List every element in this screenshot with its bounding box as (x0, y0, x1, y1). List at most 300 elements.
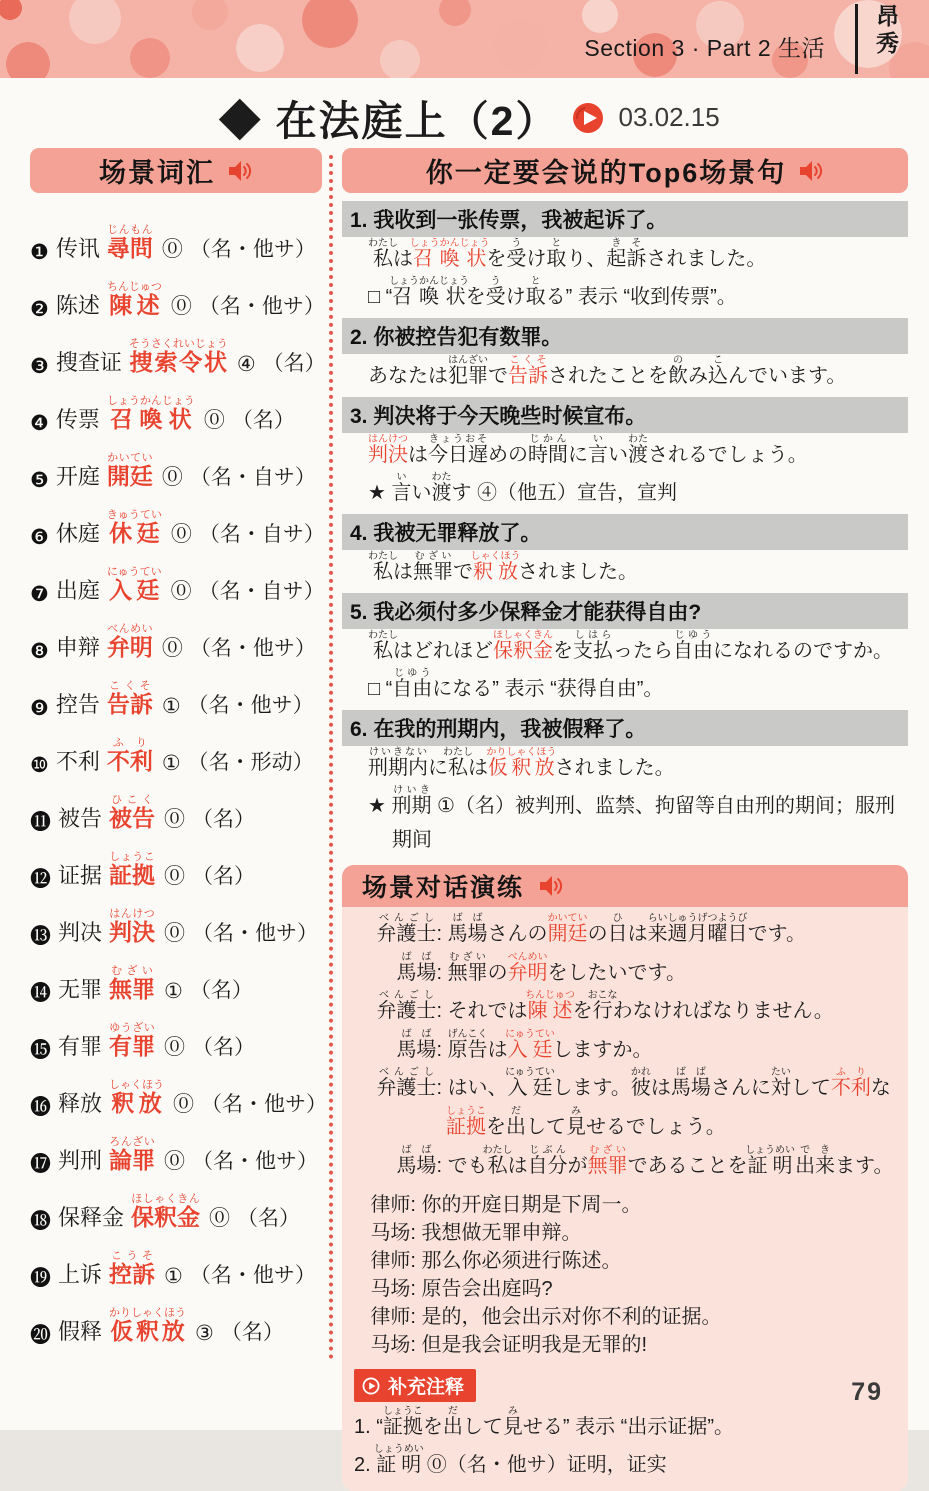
vocab-item (30, 263, 325, 321)
dialog-line-cn: 律师: 那么你必须进行陈述。 (354, 1247, 898, 1275)
vocab-number: ⓮ (30, 982, 51, 1005)
vocab-pitch-accent: ① (161, 695, 181, 718)
text-segment: け (526, 248, 547, 270)
speaker-icon (538, 873, 564, 899)
dialog-line-cn: 马场: 但是我会证明我是无罪的! (354, 1331, 898, 1359)
vocab-part-of-speech: （名・他サ） (201, 1093, 328, 1116)
vocab-number: ⓲ (30, 1210, 51, 1233)
dialog-speaker: 马场: (370, 1278, 416, 1301)
vocab-jp-ruby: 入廷にゅうてい (106, 566, 162, 603)
text-segment: 自由じゆう (673, 630, 713, 662)
text-segment: されました。 (554, 757, 675, 779)
text-segment: 来週月曜日らいしゅうげつようび (647, 913, 748, 945)
sentence-cn (342, 710, 908, 746)
vocab-jp-ruby: 仮釈放かりしゃくほう (109, 1307, 187, 1344)
title-row (0, 88, 929, 147)
text-segment: 3. 判决将于今天晚些时候宣布。 (350, 405, 647, 428)
text-segment: ます。 (835, 1154, 894, 1177)
vocab-jp-ruby: 控訴こうそ (109, 1250, 156, 1287)
text-segment: ①（名）被判刑、监禁、拘留等自由刑的期间；服刑期间 (392, 795, 895, 851)
dialog-line-cn: 马场: 原告会出庭吗? (354, 1275, 898, 1303)
text-segment: せる” 表示 “出示证据”。 (522, 1416, 734, 1439)
sentence-cn (342, 201, 908, 237)
text-segment: んでいます。 (728, 365, 847, 387)
dialog-line-jp (354, 1145, 898, 1184)
text-segment: 出だ (442, 1406, 463, 1439)
vocab-item (30, 833, 322, 890)
vocab-jp-ruby: 尋問じんもん (106, 224, 153, 261)
keyword-red: 不ふ (830, 1067, 851, 1100)
vocab-jp-word (107, 623, 153, 662)
vocab-pitch-accent: ① (164, 1265, 183, 1288)
vocab-jp-ruby: 無罪むざい (109, 965, 156, 1002)
text-segment: 日ひ (607, 913, 628, 945)
text-segment: で (488, 365, 508, 387)
text-segment: 渡わた (431, 472, 452, 504)
text-segment: さんに (710, 1077, 771, 1100)
dialog-cn-lines (342, 1183, 908, 1359)
vocab-list (30, 206, 328, 1347)
text-segment: す ④（他五）宣告，宣判 (451, 482, 678, 504)
vocab-jp-ruby: 弁明べんめい (106, 623, 153, 660)
text-segment: 証明しょうめい (373, 1443, 424, 1476)
column-divider (329, 155, 333, 1360)
text-segment: ったら (613, 640, 673, 662)
vocab-number: ❶ (30, 241, 49, 264)
vocab-part-of-speech: （名・他サ） (189, 1264, 316, 1287)
vocab-number: ⓯ (30, 1039, 51, 1062)
keyword-red: 陳述ちんじゅつ (525, 990, 576, 1023)
vocab-pitch-accent: ⓪ (170, 580, 192, 603)
dialog-header-label: 场景对话演练 (362, 874, 525, 902)
vocab-item (30, 605, 322, 662)
vocab-cn-word: 被告 (58, 806, 103, 831)
text-segment: 取と (546, 238, 567, 270)
vocab-part-of-speech: （名・自サ） (198, 523, 325, 546)
keyword-red: 開廷かいてい (547, 913, 588, 945)
page-title: ◆ 在法庭上（2） (219, 98, 559, 144)
vocab-part-of-speech: （名・他サ） (198, 295, 325, 318)
sentence-jp (368, 238, 908, 276)
sentence-item (342, 710, 908, 857)
vocab-jp-word (129, 338, 228, 377)
play-badge-icon (362, 1377, 380, 1395)
text-segment: はどれほど (393, 640, 493, 662)
text-segment: 刑期内けいきない (368, 747, 428, 779)
text-segment: しますか。 (552, 1038, 653, 1061)
vocab-part-of-speech: （名） (237, 1207, 301, 1230)
vocab-jp-word (107, 680, 153, 719)
sentence-item (342, 593, 908, 706)
text-segment: 時間じかん (528, 434, 568, 466)
vocab-jp-word (107, 566, 162, 605)
text-segment: ★ (368, 482, 392, 504)
vocab-jp-word (109, 1136, 155, 1175)
vocab-section (30, 148, 328, 1347)
dialog-line-jp (354, 952, 898, 991)
keyword-red: 召喚状しょうかんじょう (409, 238, 490, 270)
text-segment: □ “ (368, 678, 393, 700)
top6-header (342, 148, 908, 193)
vocab-cn-word: 休庭 (55, 521, 100, 546)
vocab-jp-word (109, 1307, 186, 1346)
text-segment: 2. 你被控告犯有数罪。 (350, 326, 563, 349)
audio-track-code: 03.02.15 (618, 102, 720, 132)
dialog-line-jp (354, 990, 898, 1029)
dialog-speaker: 马场: (370, 1334, 416, 1357)
dialog-line-jp (354, 1029, 898, 1068)
sentence-item (342, 514, 908, 589)
vocab-jp-ruby: 休廷きゅうてい (106, 509, 162, 546)
vocab-part-of-speech: （名） (220, 1321, 284, 1344)
text-segment: 1. 我收到一张传票，我被起诉了。 (350, 209, 668, 232)
text-segment: 自分じぶん (527, 1144, 568, 1177)
vocab-item (30, 434, 322, 491)
text-segment: 証明しょうめい (745, 1144, 796, 1177)
vocab-cn-word: 保释金 (58, 1205, 125, 1230)
sentence-note-square (368, 276, 908, 314)
text-segment: せるでしょう。 (586, 1115, 726, 1138)
vocab-cn-word: 搜查证 (55, 350, 122, 375)
vocab-pitch-accent: ⓪ (164, 922, 186, 945)
text-segment: 弁護士べんごし (376, 990, 437, 1023)
sentence-jp (368, 630, 908, 668)
vocab-item (30, 206, 322, 263)
vocab-number: ⓬ (30, 868, 51, 891)
dialog-speaker: 弁護士べんごし: (376, 913, 442, 945)
vocab-number: ❾ (30, 697, 49, 720)
sentence-jp (368, 747, 908, 785)
keyword-red: 証拠しょうこ (446, 1105, 486, 1138)
vocab-jp-word (109, 851, 155, 890)
text-segment: 私わたし (368, 630, 398, 662)
vocab-part-of-speech: （名） (189, 979, 253, 1002)
text-segment: は (650, 1077, 671, 1100)
text-segment: 彼かれ (630, 1067, 651, 1100)
vocab-item (30, 1232, 322, 1289)
speaker-icon (798, 158, 824, 184)
vocab-number: ⓫ (30, 811, 51, 834)
dialog-jp-lines (342, 907, 908, 1183)
sentence-note-star (368, 785, 908, 857)
text-segment: は (393, 248, 413, 270)
vocab-jp-word (109, 794, 155, 833)
vocab-jp-word (109, 1079, 164, 1118)
text-segment: はい、 (447, 1077, 508, 1100)
vocab-number: ❿ (30, 754, 49, 777)
text-segment: 見み (502, 1406, 523, 1439)
text-segment: 馬場ばば (396, 1028, 437, 1061)
text-segment: 私わたし (482, 1144, 513, 1177)
text-segment: になれるのですか。 (713, 640, 893, 662)
vocab-item (30, 776, 322, 833)
vocab-jp-ruby: 保釈金ほしゃくきん (131, 1193, 201, 1230)
vocab-jp-word (131, 1193, 200, 1232)
vocab-jp-ruby: 陳述ちんじゅつ (106, 281, 162, 318)
vocab-number: ⓳ (30, 1267, 51, 1290)
text-segment: 馬場ばば (670, 1067, 711, 1100)
keyword-red: 弁明べんめい (507, 951, 548, 984)
vocab-item (30, 1004, 322, 1061)
vocab-cn-word: 申辩 (55, 635, 100, 660)
notes-badge-label: 补充注释 (388, 1377, 465, 1399)
vocab-jp-ruby: 論罪ろんざい (109, 1136, 156, 1173)
dialog-speaker: 馬場ばば: (396, 1028, 442, 1061)
text-segment: であることを (627, 1154, 748, 1177)
vocab-item (30, 1175, 322, 1232)
vocab-number: ⓭ (30, 925, 51, 948)
text-segment: あなたは (368, 365, 448, 387)
vocab-jp-word (109, 1250, 155, 1289)
dialog-speaker: 马场: (370, 1222, 416, 1245)
text-segment: は (468, 757, 488, 779)
vocab-jp-word (107, 224, 153, 263)
sentence-item (342, 201, 908, 314)
text-segment: 私わたし (368, 551, 398, 583)
text-segment: 言い (588, 434, 608, 466)
text-segment: 対たい (770, 1067, 791, 1100)
text-segment: それでは (447, 1000, 528, 1023)
vocab-part-of-speech: （名） (192, 808, 256, 831)
dialog-line-cn: 律师: 是的，他会出示对你不利的证据。 (354, 1303, 898, 1331)
vocab-part-of-speech: （名） (192, 865, 256, 888)
vocab-jp-ruby: 被告ひこく (109, 794, 156, 831)
text-segment: 馬場ばば (447, 913, 488, 945)
vocab-jp-ruby: 開廷かいてい (106, 452, 153, 489)
text-segment: が (567, 1154, 588, 1177)
dialog-line-jp (354, 913, 898, 952)
vocab-header-label: 场景词汇 (99, 158, 215, 188)
speaker-icon (227, 158, 253, 184)
vocab-cn-word: 判刑 (58, 1148, 103, 1173)
vocab-item (30, 1289, 322, 1346)
keyword-red: 入廷にゅうてい (505, 1028, 555, 1061)
text-segment: 渡わた (628, 434, 648, 466)
text-segment: い (411, 482, 432, 504)
text-segment: されました。 (518, 561, 638, 583)
text-segment: 言い (391, 472, 412, 504)
text-segment: さんの (487, 923, 548, 945)
vocab-item (30, 719, 322, 776)
vocab-item (30, 491, 325, 549)
vocab-pitch-accent: ⓪ (173, 1093, 195, 1116)
text-segment: 無罪むざい (413, 551, 453, 583)
vocab-pitch-accent: ④ (236, 353, 256, 376)
vocab-cn-word: 判决 (58, 920, 103, 945)
text-segment: 私わたし (368, 238, 398, 270)
dialog-line-cn: 马场: 我想做无罪申辩。 (354, 1219, 898, 1247)
text-segment: は (507, 1154, 528, 1177)
keyword-red: 利り (850, 1067, 871, 1100)
vocab-pitch-accent: ⓪ (164, 808, 186, 831)
breadcrumb: Section 3 · Part 2 生活 (584, 35, 825, 61)
audio-play-icon (572, 102, 604, 134)
text-segment: で (453, 561, 473, 583)
sentence-note-square (368, 668, 908, 706)
text-segment: 証拠しょうこ (382, 1406, 423, 1439)
vocab-jp-ruby: 告訴こくそ (106, 680, 153, 717)
text-segment: して (462, 1416, 503, 1439)
vocab-number: ❷ (30, 298, 49, 321)
vocab-jp-ruby: 有罪ゆうざい (109, 1022, 156, 1059)
text-segment: 支払しはら (573, 630, 613, 662)
text-segment: の (587, 923, 608, 945)
text-segment: 6. 在我的刑期内，我被假释了。 (350, 718, 647, 741)
vocab-cn-word: 无罪 (58, 977, 103, 1002)
text-segment: を (486, 248, 507, 270)
vocab-part-of-speech: （名・他サ） (192, 1150, 319, 1173)
vocab-part-of-speech: （名・他サ） (187, 694, 314, 717)
vocab-cn-word: 不利 (55, 749, 100, 774)
dialog-line-jp (354, 1067, 898, 1144)
dialog-speaker: 馬場ばば: (396, 951, 442, 984)
vocab-cn-word: 出庭 (55, 578, 100, 603)
vocab-cn-word: 控告 (55, 692, 100, 717)
dialog-speaker: 律师: (370, 1250, 416, 1273)
vocab-jp-ruby: 判決はんけつ (109, 908, 156, 945)
vocab-part-of-speech: （名・他サ） (189, 238, 316, 261)
dialog-speaker: 律师: (370, 1194, 416, 1217)
text-segment: 1. “ (354, 1416, 383, 1439)
dialog-speaker: 弁護士べんごし: (376, 990, 442, 1023)
text-segment: ⓪（名・他サ）证明，证实 (421, 1453, 667, 1476)
sentence-cn (342, 514, 908, 550)
sentence-cn (342, 397, 908, 433)
sentence-item (342, 397, 908, 510)
vocab-jp-word (107, 395, 195, 434)
vocab-jp-ruby: 不利ふり (106, 737, 153, 774)
sentence-jp (368, 551, 908, 589)
dialog-header (342, 865, 908, 907)
text-segment: 私わたし (443, 747, 473, 779)
vocab-cn-word: 传讯 (55, 236, 100, 261)
vocab-jp-word (107, 281, 162, 320)
vocab-pitch-accent: ⓪ (164, 865, 186, 888)
note-line (354, 1406, 898, 1443)
vocab-header (30, 148, 322, 193)
text-segment: 起訴きそ (606, 238, 647, 270)
text-segment: 召喚状しょうかんじょう (388, 276, 469, 308)
vocab-item (30, 377, 322, 434)
text-segment: 自由じゆう (392, 668, 433, 700)
text-segment: めの (488, 444, 528, 466)
vocab-number: ⓴ (30, 1324, 51, 1347)
text-segment: 5. 我必须付多少保释金才能获得自由? (350, 601, 702, 624)
text-segment: 4. 我被无罪释放了。 (350, 522, 542, 545)
keyword-red: 判決はんけつ (368, 434, 408, 466)
text-segment: は (627, 923, 648, 945)
text-segment: □ “ (368, 286, 393, 308)
text-segment: されるでしょう。 (648, 444, 808, 466)
vocab-number: ❸ (30, 355, 49, 378)
vocab-part-of-speech: （名・他サ） (189, 637, 316, 660)
text-segment: 無罪むざい (447, 951, 488, 984)
dialog-speaker: 馬場ばば: (396, 1144, 442, 1177)
vocab-pitch-accent: ⓪ (161, 466, 183, 489)
vocab-cn-word: 开庭 (55, 464, 100, 489)
note-line (354, 1444, 898, 1481)
text-segment: です。 (747, 923, 806, 945)
keyword-red: 無罪むざい (587, 1144, 628, 1177)
vocab-part-of-speech: （名） (192, 1036, 256, 1059)
keyword-red: 仮釈放かりしゃくほう (486, 747, 557, 779)
vocab-jp-word (107, 509, 162, 548)
vocab-cn-word: 陈述 (55, 293, 100, 318)
vocab-part-of-speech: （名・他サ） (192, 922, 319, 945)
vocab-number: ❼ (30, 583, 49, 606)
text-segment: は (393, 561, 413, 583)
vocab-cn-word: 释放 (58, 1091, 103, 1116)
vocab-item (30, 890, 322, 947)
vocab-item (30, 1061, 328, 1119)
text-segment: をしたいです。 (547, 961, 686, 984)
text-segment: け (505, 286, 526, 308)
text-segment: 弁護士べんごし (376, 913, 437, 945)
text-segment: を (486, 1115, 506, 1138)
top6-list (342, 201, 908, 857)
vocab-part-of-speech: （名・自サ） (198, 580, 325, 603)
vocab-pitch-accent: ⓪ (170, 295, 192, 318)
vocab-jp-ruby: 捜索令状そうさくれいじょう (128, 338, 228, 375)
text-segment: でも (447, 1154, 488, 1177)
text-segment: 見み (566, 1105, 586, 1138)
sentence-cn (342, 318, 908, 354)
vocab-pitch-accent: ⓪ (161, 637, 183, 660)
vocab-jp-word (107, 737, 153, 776)
vocab-part-of-speech: （名） (262, 352, 326, 375)
vocab-number: ⓰ (30, 1096, 51, 1119)
text-segment: 受う (506, 238, 527, 270)
vocab-jp-word (107, 452, 153, 491)
text-segment: になる” 表示 “获得自由”。 (432, 678, 664, 700)
vocab-part-of-speech: （名・形动） (187, 751, 314, 774)
edition-tab: 昂秀 (855, 4, 903, 74)
text-segment: 今日遅きょうおそ (428, 434, 488, 466)
vocab-part-of-speech: （名・自サ） (189, 466, 316, 489)
text-segment: を (553, 640, 573, 662)
text-segment: る” 表示 “收到传票”。 (545, 286, 737, 308)
text-segment: 飲の (668, 355, 688, 387)
text-segment: を (465, 286, 486, 308)
text-segment: 行おこな (587, 990, 618, 1023)
text-segment: 原告げんこく (447, 1028, 488, 1061)
sentence-jp (368, 434, 908, 472)
vocab-jp-word (109, 908, 155, 947)
text-segment: 出だ (506, 1105, 526, 1138)
vocab-part-of-speech: （名） (231, 409, 295, 432)
notes-badge (354, 1369, 476, 1402)
text-segment: 刑期けいき (391, 785, 432, 817)
vocab-number: ⓱ (30, 1153, 51, 1176)
text-segment: を (572, 1000, 593, 1023)
vocab-pitch-accent: ⓪ (161, 238, 183, 261)
text-segment: は (487, 1038, 508, 1061)
vocab-jp-ruby: 召喚状しょうかんじょう (106, 395, 195, 432)
top6-header-label: 你一定要会说的Top6场景句 (425, 158, 787, 188)
text-segment: わなければなりません。 (612, 1000, 834, 1023)
text-segment: します。 (552, 1077, 631, 1100)
text-segment: み (688, 365, 708, 387)
phrases-section (342, 148, 908, 1491)
text-segment: 出来でき (795, 1144, 836, 1177)
dialog-line-cn: 律师: 你的开庭日期是下周一。 (354, 1191, 898, 1219)
text-segment: 入廷にゅうてい (505, 1067, 555, 1100)
text-segment: されたことを (548, 365, 668, 387)
vocab-cn-word: 上诉 (58, 1262, 103, 1287)
vocab-pitch-accent: ① (161, 752, 181, 775)
vocab-number: ❽ (30, 640, 49, 663)
text-segment: 弁護士べんごし (376, 1067, 437, 1100)
